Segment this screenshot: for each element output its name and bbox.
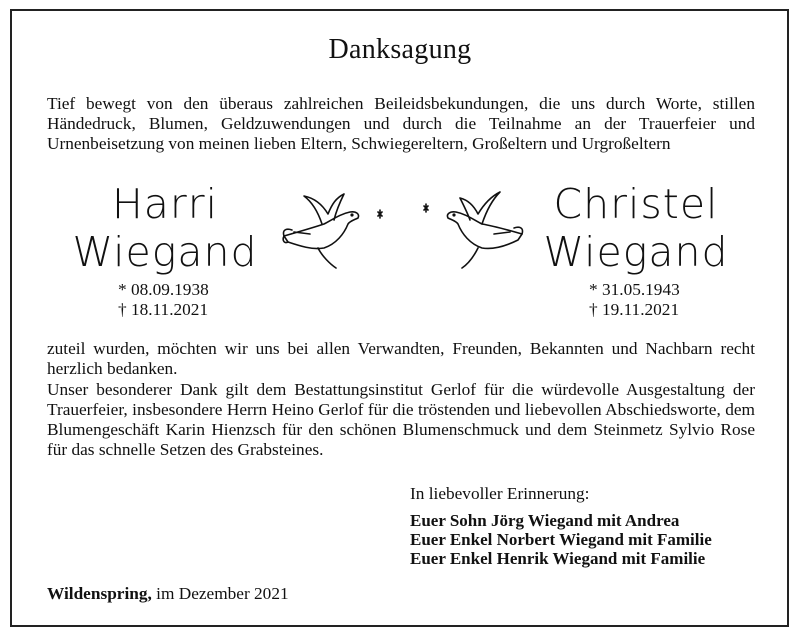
- first-name: Christel: [553, 180, 719, 228]
- birth-date: * 31.05.1943: [589, 280, 680, 299]
- dove-pair-icon: [278, 184, 528, 274]
- place-date-line: [47, 584, 289, 604]
- memory-line: In liebevoller Erinnerung:: [410, 484, 590, 503]
- place-name: Wildenspring,: [47, 584, 152, 603]
- death-date: † 18.11.2021: [118, 300, 209, 319]
- birth-date: * 08.09.1938: [118, 280, 209, 299]
- death-date: † 19.11.2021: [589, 300, 680, 319]
- date-text: im Dezember 2021: [151, 584, 289, 603]
- deceased-name-harri: [55, 180, 275, 276]
- signature-line: Euer Sohn Jörg Wiegand mit Andrea: [410, 511, 680, 530]
- intro-paragraph: Tief bewegt von den überaus zahlreichen Beileidsbekundungen, die uns durch Worte, stillen Händedruck, Blumen, Geldzuwendungen und durch die Teilnahme an der Trauerfeier und Urnenbeisetzung von meinen lieben Eltern, Schwiegereltern, Großeltern und Urgroßeltern: [47, 94, 755, 153]
- special-thanks-paragraph: Unser besonderer Dank gilt dem Bestattungsinstitut Gerlof für die würdevolle Ausgestaltung der Trauerfeier, insbesondere Herrn Heino Gerlof für die tröstenden und liebevollen Abschiedsworte, dem Blumengeschäft Karin Hienzsch für den schönen Blumenschmuck und dem Steinmetz Sylvio Rose für das schnelle Setzen des Grabsteines.: [47, 380, 755, 459]
- last-name: Wiegand: [543, 228, 729, 276]
- dates-christel: [589, 280, 680, 320]
- dates-harri: [118, 280, 209, 320]
- page-title: Danksagung: [328, 34, 472, 65]
- thanks-paragraph: zuteil wurden, möchten wir uns bei allen Verwandten, Freunden, Bekannten und Nachbarn recht herzlich bedanken.: [47, 339, 755, 378]
- signature-block: [410, 511, 712, 568]
- last-name: Wiegand: [72, 228, 258, 276]
- signature-line: Euer Enkel Henrik Wiegand mit Familie: [410, 549, 706, 568]
- signature-line: Euer Enkel Norbert Wiegand mit Familie: [410, 530, 712, 549]
- deceased-name-christel: [525, 180, 747, 276]
- first-name: Harri: [111, 180, 219, 228]
